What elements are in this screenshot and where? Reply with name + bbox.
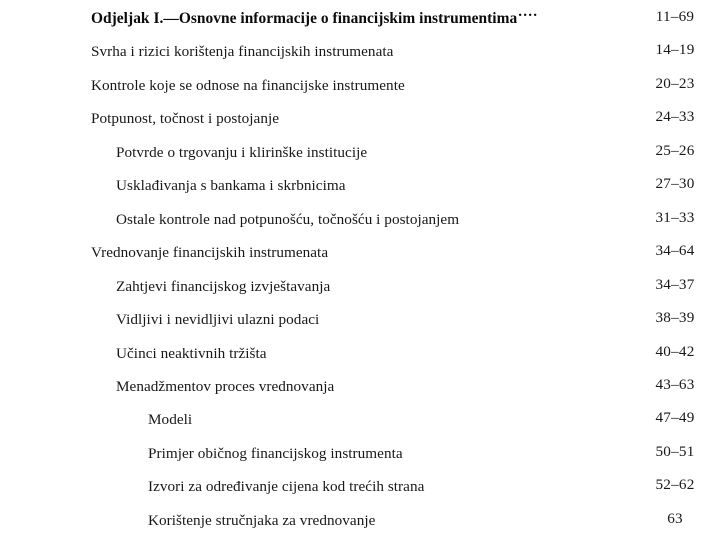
toc-entry-body: [91, 241, 333, 263]
toc-entry-title[interactable]: Ostale kontrole nad potpunošću, točnošću i postojanjem: [116, 210, 460, 228]
toc-entry-body: [91, 275, 335, 297]
toc-entry[interactable]: [91, 475, 695, 499]
toc-entry[interactable]: [91, 408, 695, 432]
toc-entry-pages[interactable]: 11–69: [655, 8, 695, 25]
toc-entry[interactable]: [91, 509, 683, 533]
toc-entry-body: [91, 74, 410, 96]
toc-entry-pages[interactable]: 34–37: [655, 275, 695, 293]
toc-entry-title[interactable]: Vrednovanje financijskih instrumenata: [91, 244, 329, 262]
toc-entry-body: [91, 141, 372, 163]
toc-entry-title[interactable]: Kontrole koje se odnose na financijske instrumente: [91, 76, 405, 94]
toc-entry[interactable]: [91, 141, 695, 165]
toc-entry[interactable]: [91, 241, 695, 265]
toc-entry-pages[interactable]: 27–30: [655, 175, 695, 193]
toc-entry-body: [91, 208, 464, 230]
toc-entry[interactable]: [91, 375, 695, 399]
toc-entry-body: [91, 475, 429, 497]
toc-entry-title[interactable]: Usklađivanja s bankama i skrbnicima: [116, 177, 346, 195]
toc-entry-title[interactable]: Potpunost, točnost i postojanje: [91, 110, 280, 128]
toc-entry-title[interactable]: Odjeljak I.—Osnovne informacije o financijskim instrumentima: [91, 10, 518, 27]
toc-entry-title[interactable]: Modeli: [148, 411, 193, 429]
toc-entry[interactable]: [91, 275, 695, 299]
toc-entry-title[interactable]: Primjer običnog financijskog instrumenta: [148, 444, 403, 462]
toc-entry[interactable]: [91, 342, 695, 366]
toc-entry-title[interactable]: Vidljivi i nevidljivi ulazni podaci: [116, 311, 320, 329]
toc-entry[interactable]: [91, 442, 695, 466]
toc-entry-body: [91, 308, 324, 330]
toc-entry-body: [91, 375, 339, 397]
toc-entry-title[interactable]: Menadžmentov proces vrednovanja: [116, 377, 335, 395]
toc-entry-pages[interactable]: 47–49: [655, 409, 695, 427]
toc-entry-title[interactable]: Učinci neaktivnih tržišta: [116, 344, 267, 362]
toc-entry-title[interactable]: Zahtjevi financijskog izvještavanja: [116, 277, 331, 295]
toc-entry[interactable]: [91, 174, 695, 198]
toc-entry[interactable]: [91, 107, 695, 131]
toc-entry-body: [91, 7, 544, 29]
toc-entry-pages[interactable]: 50–51: [655, 442, 695, 460]
toc-entry-pages[interactable]: 31–33: [655, 208, 695, 226]
toc-entry-body: [91, 342, 272, 364]
toc-entry-pages[interactable]: 63: [667, 509, 683, 527]
toc-entry-body: [91, 40, 398, 62]
toc-entry-pages[interactable]: 40–42: [655, 342, 695, 360]
toc-entry-title[interactable]: Korištenje stručnjaka za vrednovanje: [148, 511, 376, 529]
toc-entry[interactable]: [91, 7, 695, 31]
toc-entry-title[interactable]: Svrha i rizici korištenja financijskih instrumenata: [91, 43, 394, 61]
toc-entry-body: [91, 509, 380, 531]
toc-entry[interactable]: [91, 308, 695, 332]
toc-entry-pages[interactable]: 25–26: [655, 141, 695, 159]
toc-entry-body: [91, 174, 351, 196]
toc-entry[interactable]: [91, 208, 695, 232]
toc-entry-pages[interactable]: 20–23: [655, 74, 695, 92]
toc-entry-pages[interactable]: 43–63: [655, 375, 695, 393]
toc-entry-pages[interactable]: 52–62: [655, 476, 695, 494]
dot-leader: [518, 7, 544, 23]
toc-entry-body: [91, 442, 408, 464]
toc-entry-body: [91, 408, 197, 430]
toc-entry-pages[interactable]: 14–19: [655, 41, 695, 59]
toc-entry-pages[interactable]: 38–39: [655, 309, 695, 327]
toc-entry-title[interactable]: Potvrde o trgovanju i klirinške institucije: [116, 143, 368, 161]
toc-entry-body: [91, 107, 284, 129]
toc-entry-title[interactable]: Izvori za određivanje cijena kod trećih strana: [148, 478, 425, 496]
toc-entry[interactable]: [91, 40, 695, 64]
toc-entry-pages[interactable]: 34–64: [655, 242, 695, 260]
toc-entry-pages[interactable]: 24–33: [655, 108, 695, 126]
toc-entry[interactable]: [91, 74, 695, 98]
